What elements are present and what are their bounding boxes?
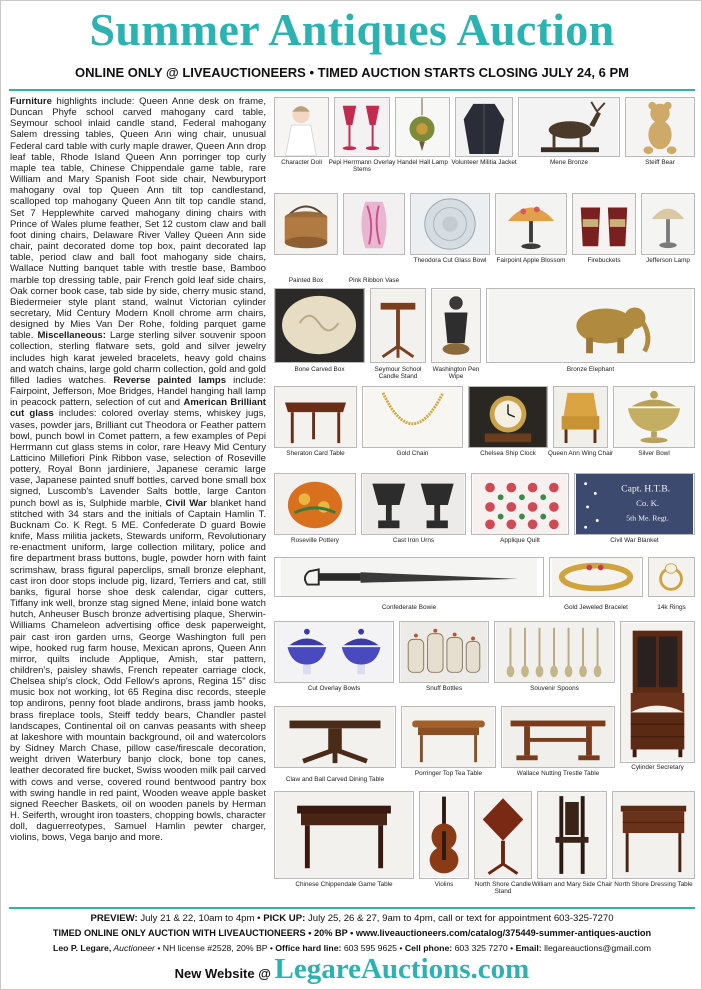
lot-jefferson-lamp [641, 193, 695, 278]
lot-caption: Cut Overlay Bowls [307, 685, 361, 692]
blanket-line3: 5th Me. Regt. [626, 513, 669, 523]
lot-caption: Chelsea Ship Clock [480, 450, 536, 457]
lot-bronze-elephant [486, 288, 695, 383]
lot-roseville-pottery [274, 473, 356, 553]
auction-subtitle: ONLINE ONLY @ LIVEAUCTIONEERS • TIMED AUCTION STARTS CLOSING JULY 24, 6 PM [75, 65, 629, 80]
overlay-bowls-photo [274, 621, 394, 683]
civil-war-label: Civil War [165, 497, 207, 509]
lot-caption: Pink Ribbon Vase [348, 277, 400, 284]
steiff-bear-photo [625, 97, 695, 157]
lot-washington-pen-wipe [431, 288, 481, 383]
furniture-text: highlights include: Queen Anne desk on frame, Duncan Phyfe school carved mahogany card table, Seymour school inlaid candle stand, Federal mahogany Salem dressing tables, Queen Ann wing chair, unusual Federal card table with curly maple drawer, Queen Ann drop leaf table, Rhode Island Queen Ann porringer top curly maple tea table, Chinese Chippendale game table, rare William and Mary Spanish Foot side chair, Newburyport mahogany oval top Queen Ann tilt top candlestand, scalloped top mahogany Queen Ann tilt top candle stand, Set 7 Hepplewhite carved mahogany dining chairs with Prince of Wales plume feather, Set 12 custom claw and ball foot dining chairs, Delaware River Valley Queen Ann side chair, paint decorated dome top box, paint decorated lap table, period claw and ball foot mahogany side chairs, Wallace Nutting banquet table with trestle base, Bamboo marble top dressing table, pair French gold leaf side chairs, Oak corner book case, tab side by side, cherry music stand, Biedermeier style plant stand, walnut Victorian cylinder secretary, Mid Century Modern Knoll chrome arm chairs, designed by Mies Van Der Rohe, folding parquet game table. [10, 96, 266, 342]
lot-caption: North Shore Candle Stand [474, 881, 532, 896]
lot-caption: Chinese Chippendale Game Table [295, 881, 393, 888]
seymour-stand-photo [370, 288, 426, 363]
glass-text: includes: colored overlay stems, whiskey jugs, vases, powder jars, Brilliant cut Theodora or Feather pattern bowl, punch bowl in Comet pattern, a few examples of Pepi Herrmann cut glass stems in color, rare Heavy Mid Century Latticino Millefiori Pink Ribbon vase, selection of Roseville pottery, Royal Bonn jardiniere, Japanese ceramic large vase, Japanese painted snuff bottles, carved bone small box signed, Luscomb's Lavender Salts bottle, large Canton punch bowl as is, Sulphide marble, [10, 408, 266, 509]
lot-caption: Firebuckets [587, 257, 621, 264]
lot-cut-overlay-bowls [274, 621, 394, 701]
trestle-table-photo [501, 706, 615, 768]
lamps-label: Reverse painted lamps [113, 374, 227, 386]
bronze-elephant-photo [486, 288, 695, 363]
lot-caption: Sheraton Card Table [286, 450, 345, 457]
lot-caption: North Shore Dressing Table [614, 881, 693, 888]
lot-trestle-table [501, 706, 615, 786]
fairpoint-lamp-photo [495, 193, 567, 255]
lot-handel-hall-lamp [395, 97, 450, 182]
mene-bronze-photo [518, 97, 620, 157]
lot-theodora-bowl [410, 193, 490, 278]
lot-caption: Gold Chain [396, 450, 429, 457]
painted-box-photo [274, 193, 338, 255]
lot-caption: Gold Jeweled Bracelet [564, 604, 628, 611]
rings-photo [648, 557, 695, 597]
bowie-knife-photo [274, 557, 544, 597]
candle-stand-photo [474, 791, 532, 879]
email-address: llegareauctions@gmail.com [541, 943, 651, 953]
pink-ribbon-vase-photo [343, 193, 405, 255]
silver-bowl-photo [613, 386, 695, 448]
website-label: New Website @ [174, 966, 275, 981]
website-line [1, 953, 702, 986]
lot-fairpoint-lamp [495, 193, 567, 278]
lot-caption: Snuff Bottles [425, 685, 463, 692]
misc-text: Large sterling silver souvenir spoon collection, sterling flatware sets, gold and silver jewelry includes high karat jeweled bracelets, heavy gold chains and watch chains, large gold charm collection, gold and gold filled ladies watches. [10, 330, 266, 386]
preview-text: July 21 & 22, 10am to 4pm • [137, 913, 264, 924]
character-doll-photo [274, 97, 329, 157]
lot-civil-war-blanket [574, 473, 695, 553]
lot-wing-chair [547, 386, 614, 469]
contact-line [1, 943, 702, 953]
lot-william-mary-chair [531, 791, 613, 901]
cast-iron-urns-photo [361, 473, 466, 535]
lot-steiff-bear [625, 97, 695, 182]
blanket-line1: Capt. H.T.B. [621, 483, 671, 495]
lot-caption: Queen Ann Wing Chair [547, 450, 614, 457]
lot-applique-quilt [471, 473, 569, 553]
lot-caption: Volunteer Militia Jacket [451, 159, 517, 166]
lot-snuff-bottles [399, 621, 489, 701]
lot-caption: William and Mary Side Chair [531, 881, 613, 888]
lot-caption: Cylinder Secretary [631, 764, 684, 771]
misc-label: Miscellaneous: [37, 330, 106, 342]
furniture-label: Furniture [10, 96, 52, 107]
dressing-table-photo [612, 791, 695, 879]
preview-label: PREVIEW: [90, 913, 138, 924]
office-number: 603 595 9625 • [341, 943, 405, 953]
lot-militia-jacket [451, 97, 517, 182]
lot-caption: Mene Bronze [549, 159, 588, 166]
lot-chelsea-clock [468, 386, 548, 469]
blanket-photo [574, 473, 695, 535]
preview-pickup-line [1, 913, 702, 924]
lot-seymour-stand [370, 288, 426, 383]
side-chair-photo [537, 791, 607, 879]
cell-number: 603 325 7270 • [452, 943, 516, 953]
lot-north-shore-stand [474, 791, 532, 901]
lot-mene-bronze [518, 97, 620, 182]
lot-cylinder-secretary [620, 621, 695, 781]
lot-caption: 14k Rings [657, 604, 686, 611]
glass-label: American Brilliant cut glass [10, 397, 266, 420]
lot-caption: Fairpoint Apple Blossom [496, 257, 566, 264]
pickup-text: July 25, 26 & 27, 9am to 4pm, call or text for appointment 603-325-7270 [305, 913, 614, 924]
lot-sheraton-card-table [274, 386, 357, 469]
lamps-text: include: Fairpoint, Jefferson, Moe Bridges, Handel hanging hall lamp in peacock pattern, selection of cut and [10, 374, 266, 409]
lot-overlay-stems [328, 97, 396, 182]
lot-caption: Silver Bowl [638, 450, 670, 457]
lot-north-shore-dressing-table [612, 791, 695, 901]
lot-violins [419, 791, 469, 901]
tea-table-photo [401, 706, 496, 768]
quilt-photo [471, 473, 569, 535]
lot-character-doll [274, 97, 329, 182]
lot-chinese-game-table [274, 791, 414, 901]
handel-lamp-photo [395, 97, 450, 157]
lot-caption: Wallace Nutting Trestle Table [516, 770, 600, 777]
lot-caption: Seymour School Candle Stand [374, 366, 422, 381]
lot-painted-box [274, 193, 338, 284]
lot-silver-bowl [613, 386, 695, 469]
theodora-bowl-photo [410, 193, 490, 255]
lot-caption: Handel Hall Lamp [397, 159, 448, 166]
roseville-photo [274, 473, 356, 535]
lot-caption: Steiff Bear [645, 159, 675, 166]
chelsea-clock-photo [468, 386, 548, 448]
license-text: • NH license #2528, 20% BP • [154, 943, 276, 953]
lot-caption: Violins [434, 881, 454, 888]
page-title: Summer Antiques Auction [89, 4, 615, 55]
office-label: Office hard line: [275, 943, 342, 953]
claw-table-photo [274, 706, 396, 768]
lot-souvenir-spoons [494, 621, 615, 701]
civil-war-text: blanket hand stitched with 34 stars and the initials of Captain Hamlin T. Bucknam Co. K Regt. 5 ME. Confederate D guard Bowie knife, Mass militia jackets, Stewards uniform, Revolutionary re-enactment uniform, large collection military, police and fire department brass buttons, bugle, powder horn with faint scrimshaw, brass figural paperclips, small bronze elephant, cast iron door stops include pig, lizard, Terriers and cat, still banks, figural horse shoe desk calendar, cigar cutters, Tiffany ink well, bronze stag signed Mene, inlaid bone watch hutch, Anheuser Busch bronze advertising plaque, Sherwin-Williams Chameleon advertising office desk paperweight, pair cast iron garden urns, George Washington full pen wipe, hooked rug farm house, Mexican aprons, Queen Ann mirror, quilts include Applique, Amish, star pattern, children's, paisley shawls, French repeater carriage clock, Chelsea ship's clock, Odd Fellow's aprons, Regina 15" disc music box not working, lot 65 Regina disc records, steeple top andirons, penny foot blade andirons, brass jamb hooks, brass fireplace tools, Steiff teddy bears, Chandler pastel landscapes, Continental oil on canvas peasants with sheep at lakeshore with mountain background, oil and watercolors by Sidney March Chase, pillow case/firescale decoration, weight driven Waterbury banjo clock, bone top canes, leather decorated fire bucket, Swiss wooden milk pail carved with cows and verse, covered round bentwood pantry box with swing handle in red paint, Wooden weave apple basket signed Reecher Baskets, oil on wooden panels by Herman H. Seiferth, wrought iron toasters, chopping bowls, character doll, daguerreotypes, Samuel Hamlin pewter charger, violins, bows, Vega banjo and more. [10, 497, 266, 844]
lot-caption: Jefferson Lamp [646, 257, 690, 264]
lot-caption: Washington Pen Wipe [432, 366, 480, 381]
game-table-photo [274, 791, 414, 879]
jefferson-lamp-photo [641, 193, 695, 255]
snuff-bottles-photo [399, 621, 489, 683]
header-divider [9, 89, 695, 91]
lot-caption: Character Doll [281, 159, 322, 166]
footer-divider [9, 907, 695, 909]
lot-cast-iron-urns [361, 473, 466, 553]
pen-wipe-photo [431, 288, 481, 363]
lot-caption: Bone Carved Box [294, 366, 345, 373]
blanket-line2: Co. K. [636, 497, 660, 508]
lot-caption: Cast Iron Urns [392, 537, 435, 544]
lot-caption: Confederate Bowie [381, 604, 437, 611]
lot-caption: Porringer Top Tea Table [414, 770, 483, 777]
wing-chair-photo [553, 386, 608, 448]
bone-box-photo [274, 288, 365, 363]
auctioneer-title: Auctioneer [111, 943, 155, 953]
lot-caption: Theodora Cut Glass Bowl [413, 257, 487, 264]
bracelet-photo [549, 557, 643, 597]
lot-claw-ball-table [274, 706, 396, 786]
website-url[interactable]: LegareAuctions.com [274, 953, 530, 985]
overlay-stems-photo [334, 97, 390, 157]
pickup-label: PICK UP: [263, 913, 306, 924]
lot-caption: Roseville Pottery [291, 537, 339, 544]
lot-14k-rings [648, 557, 695, 613]
lot-caption: Bronze Elephant [566, 366, 615, 373]
lot-gold-chain [362, 386, 463, 469]
lot-porringer-tea-table [401, 706, 496, 786]
violins-photo [419, 791, 469, 879]
militia-jacket-photo [455, 97, 513, 157]
lot-caption: Souvenir Spoons [530, 685, 579, 692]
lot-confederate-bowie [274, 557, 544, 613]
lot-bone-box [274, 288, 365, 383]
secretary-photo [620, 621, 695, 763]
email-label: Email: [515, 943, 542, 953]
lot-caption: Painted Box [288, 277, 324, 284]
lot-description [10, 96, 266, 902]
lot-pink-ribbon-vase [343, 193, 405, 284]
lot-jeweled-bracelet [549, 557, 643, 613]
lot-firebuckets [572, 193, 636, 278]
lot-caption: Claw and Ball Carved Dining Table [285, 776, 385, 783]
auction-info-line: TIMED ONLINE ONLY AUCTION WITH LIVEAUCTIONEERS • 20% BP • www.liveauctioneers.com/catalog/375449-summer-antiques-auction [52, 928, 652, 938]
lot-caption: Applique Quilt [500, 537, 540, 544]
card-table-photo [274, 386, 357, 448]
gold-chain-photo [362, 386, 463, 448]
lot-caption: Civil War Blanket [610, 537, 659, 544]
firebuckets-photo [572, 193, 636, 255]
spoons-photo [494, 621, 615, 683]
cell-label: Cell phone: [404, 943, 453, 953]
lot-caption: Pepi Herrmann Overlay Stems [328, 159, 396, 174]
auctioneer-name: Leo P. Legare, [53, 943, 112, 953]
